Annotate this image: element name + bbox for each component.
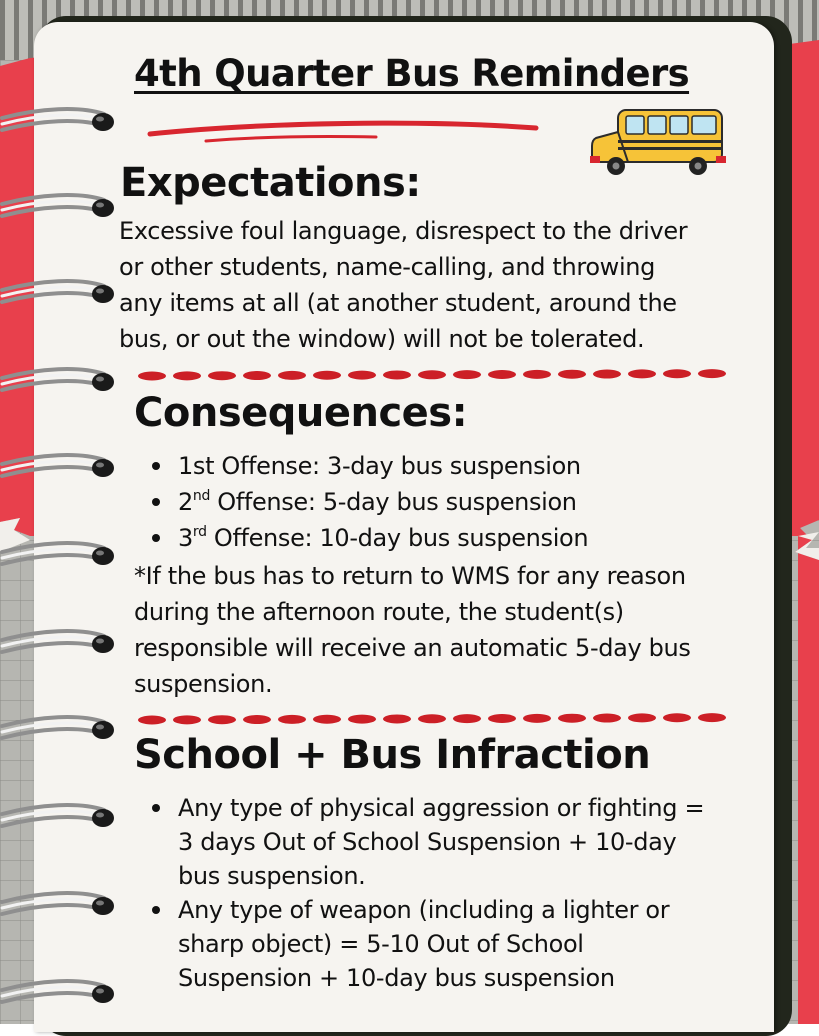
divider-dash bbox=[243, 715, 271, 724]
list-item: 3rd Offense: 10-day bus suspension bbox=[134, 520, 588, 556]
spiral-ring-icon bbox=[2, 195, 114, 217]
divider-dash bbox=[698, 713, 726, 722]
school-bus-icon bbox=[588, 104, 728, 184]
divider-dash bbox=[593, 714, 621, 723]
spiral-ring-icon bbox=[2, 717, 114, 739]
consequences-heading: Consequences: bbox=[134, 390, 468, 436]
spiral-ring-icon bbox=[2, 805, 114, 827]
expectations-heading: Expectations: bbox=[120, 160, 421, 206]
divider-dash bbox=[453, 370, 481, 379]
list-item: 1st Offense: 3-day bus suspension bbox=[134, 448, 588, 484]
divider-dash bbox=[138, 716, 166, 725]
infraction-list bbox=[134, 791, 704, 995]
red-underline-swoosh bbox=[146, 118, 541, 148]
divider-dash bbox=[243, 371, 271, 380]
note-line: *If the bus has to return to WMS for any reason bbox=[134, 562, 686, 590]
divider-dash bbox=[278, 371, 306, 380]
divider-dash bbox=[698, 369, 726, 378]
divider-dash bbox=[383, 370, 411, 379]
red-dashed-divider bbox=[136, 368, 726, 384]
divider-dash bbox=[313, 371, 341, 380]
divider-dash bbox=[453, 714, 481, 723]
spiral-binding bbox=[0, 0, 130, 1024]
spiral-ring-icon bbox=[2, 109, 114, 131]
divider-dash bbox=[278, 715, 306, 724]
divider-dash bbox=[663, 369, 691, 378]
divider-dash bbox=[628, 369, 656, 378]
expectations-line: any items at all (at another student, around the bbox=[119, 289, 677, 317]
divider-dash bbox=[208, 715, 236, 724]
divider-dash bbox=[558, 714, 586, 723]
note-line: responsible will receive an automatic 5-day bus bbox=[134, 634, 691, 662]
divider-dash bbox=[173, 715, 201, 724]
divider-dash bbox=[418, 714, 446, 723]
divider-dash bbox=[173, 371, 201, 380]
red-dashed-divider bbox=[136, 712, 726, 728]
consequences-list bbox=[134, 448, 588, 556]
spiral-ring-icon bbox=[2, 893, 114, 915]
expectations-line: or other students, name-calling, and throwing bbox=[119, 253, 656, 281]
spiral-ring-icon bbox=[2, 543, 114, 565]
divider-dash bbox=[313, 715, 341, 724]
expectations-line: Excessive foul language, disrespect to the driver bbox=[119, 217, 688, 245]
divider-dash bbox=[523, 714, 551, 723]
spiral-ring-icon bbox=[2, 455, 114, 477]
list-item: 2nd Offense: 5-day bus suspension bbox=[134, 484, 588, 520]
divider-dash bbox=[348, 715, 376, 724]
divider-dash bbox=[488, 714, 516, 723]
note-line: suspension. bbox=[134, 670, 273, 698]
expectations-text bbox=[119, 213, 687, 357]
divider-dash bbox=[488, 370, 516, 379]
divider-dash bbox=[523, 370, 551, 379]
list-item: Any type of physical aggression or fighting = 3 days Out of School Suspension + 10-day bus suspension. bbox=[134, 791, 704, 893]
divider-dash bbox=[593, 370, 621, 379]
spiral-ring-icon bbox=[2, 981, 114, 1003]
list-item: Any type of weapon (including a lighter or sharp object) = 5-10 Out of School Suspension + 10-day bus suspension bbox=[134, 893, 704, 995]
divider-dash bbox=[418, 370, 446, 379]
divider-dash bbox=[348, 371, 376, 380]
spiral-ring-icon bbox=[2, 631, 114, 653]
expectations-line: bus, or out the window) will not be tolerated. bbox=[119, 325, 645, 353]
consequences-note bbox=[134, 558, 691, 702]
divider-dash bbox=[663, 713, 691, 722]
page-title: 4th Quarter Bus Reminders bbox=[134, 52, 690, 95]
spiral-ring-icon bbox=[2, 281, 114, 303]
divider-dash bbox=[558, 370, 586, 379]
divider-dash bbox=[208, 371, 236, 380]
note-line: during the afternoon route, the student(s) bbox=[134, 598, 624, 626]
divider-dash bbox=[628, 713, 656, 722]
spiral-ring-icon bbox=[2, 369, 114, 391]
infraction-heading: School + Bus Infraction bbox=[134, 732, 651, 778]
divider-dash bbox=[138, 372, 166, 381]
divider-dash bbox=[383, 714, 411, 723]
